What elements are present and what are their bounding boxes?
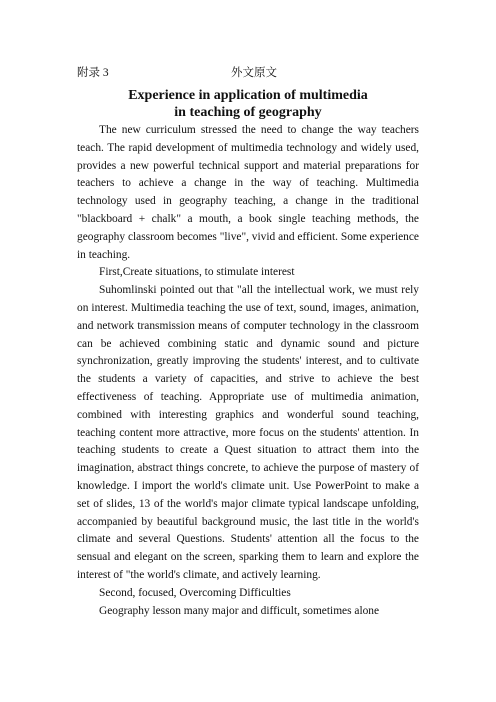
- document-page: [77, 64, 419, 620]
- section-heading-second: Second, focused, Overcoming Difficulties: [99, 586, 291, 599]
- title-line-1: Experience in application of multimedia: [128, 88, 368, 103]
- section-heading-first: First,Create situations, to stimulate interest: [99, 266, 295, 279]
- section-second-paragraph: Geography lesson many major and difficult, sometimes alone: [99, 604, 380, 617]
- appendix-header: [77, 64, 419, 82]
- title-line-2: in teaching of geography: [174, 105, 322, 120]
- appendix-number: 附录 3: [77, 67, 109, 79]
- intro-paragraph: The new curriculum stressed the need to change the way teachers teach. The rapid development of multimedia technology and widely used, provides a new powerful technical support and material preparations for teachers to achieve a change in the way of teaching. Multimedia technology used in geography teaching, a change in the traditional "blackboard + chalk" a mouth, a book single teaching methods, the geography classroom becomes "live", vivid and efficient. Some experience in teaching.: [77, 124, 419, 261]
- section-first-paragraph: Suhomlinski pointed out that "all the intellectual work, we must rely on interest. Multimedia teaching the use of text, sound, images, animation, and network transmission means of computer technology in the classroom can be achieved combining static and dynamic sound and picture synchronization, greatly improving the students' interest, and to cultivate the students a variety of capacities, and strive to achieve the best effectiveness of teaching. Appropriate use of multimedia animation, combined with interesting graphics and wonderful sound teaching, teaching content more attractive, more focus on the students' attention. In teaching students to create a Quest situation to attract them into the imagination, abstract things concrete, to achieve the purpose of mastery of knowledge. I import the world's climate unit. Use PowerPoint to make a set of slides, 13 of the world's major climate typical landscape unfolding, accompanied by beautiful background music, the last title in the world's climate and several Questions. Students' attention all the focus to the sensual and elegant on the screen, sparking them to learn and explore the interest of "the world's climate, and actively learning.: [77, 284, 419, 581]
- document-title: [77, 87, 419, 121]
- appendix-label: 外文原文: [231, 67, 277, 79]
